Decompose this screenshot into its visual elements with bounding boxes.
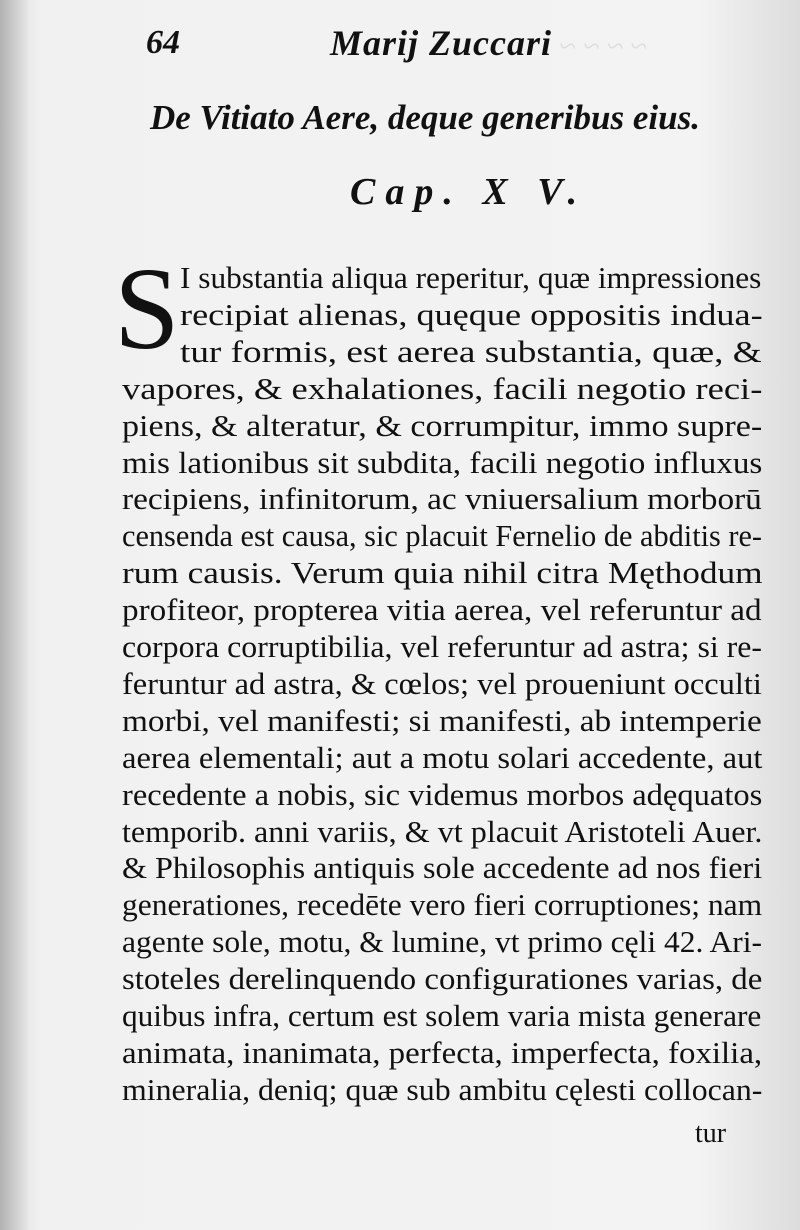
text-line: generationes, recedēte vero fieri corruptiones; nam (122, 887, 763, 923)
drop-cap: S (114, 243, 180, 374)
chapter-number: Cap. X V. (350, 171, 588, 213)
text-line: aerea elementali; aut a motu solari accedente, aut (122, 739, 763, 775)
text-line: recipiens, infinitorum, ac vniuersalium morborū (122, 481, 762, 517)
text-line: animata, inanimata, perfecta, imperfecta, foxilia, (122, 1034, 763, 1070)
gutter-shadow (0, 0, 30, 1230)
text-line: piens, & alteratur, & corrumpitur, immo supre- (122, 407, 763, 443)
text-line: mis lationibus sit subdita, facili negotio influxus (122, 444, 763, 480)
text-line: feruntur ad astra, & cœlos; vel proueniunt occulti (122, 665, 762, 701)
text-line: quibus infra, certum est solem varia mista generare (122, 998, 762, 1033)
text-line: profiteor, propterea vitia aerea, vel referuntur ad (122, 592, 762, 628)
text-line: tur formis, est aerea substantia, quæ, & (180, 333, 762, 369)
page-number: 64 (146, 24, 180, 61)
text-line: rum causis. Verum quia nihil citra Męthodum (122, 555, 763, 591)
text-line: I substantia aliqua reperitur, quæ impressiones (180, 260, 762, 295)
text-line: morbi, vel manifesti; si manifesti, ab intemperie (122, 702, 762, 738)
text-line: stoteles derelinquendo configurationes varias, de (122, 961, 763, 997)
text-line: corpora corruptibilia, vel referuntur ad astra; si re- (122, 629, 762, 664)
text-line: vapores, & exhalationes, facili negotio reci- (122, 370, 763, 406)
text-line: mineralia, deniq; quæ sub ambitu cęlesti collocan- (122, 1071, 763, 1107)
show-through-mark: ~ ~ ~ ~ (560, 30, 648, 63)
page-header (140, 18, 660, 68)
text-line: & Philosophis antiquis sole accedente ad nos fieri (122, 850, 763, 886)
text-line: temporib. anni variis, & vt placuit Aristoteli Auer. (122, 813, 763, 849)
chapter-heading: De Vitiato Aere, deque generibus eius. (150, 98, 700, 137)
catchword: tur (695, 1118, 727, 1149)
text-line: recipiat alienas, quęque oppositis indua- (180, 296, 763, 332)
text-line: agente sole, motu, & lumine, vt primo cęli 42. Ari- (122, 924, 763, 960)
running-title: Marij Zuccari (330, 23, 553, 63)
text-line: censenda est causa, sic placuit Fernelio de abditis re- (122, 518, 762, 554)
text-line: recedente a nobis, sic videmus morbos adęquatos (122, 776, 763, 812)
